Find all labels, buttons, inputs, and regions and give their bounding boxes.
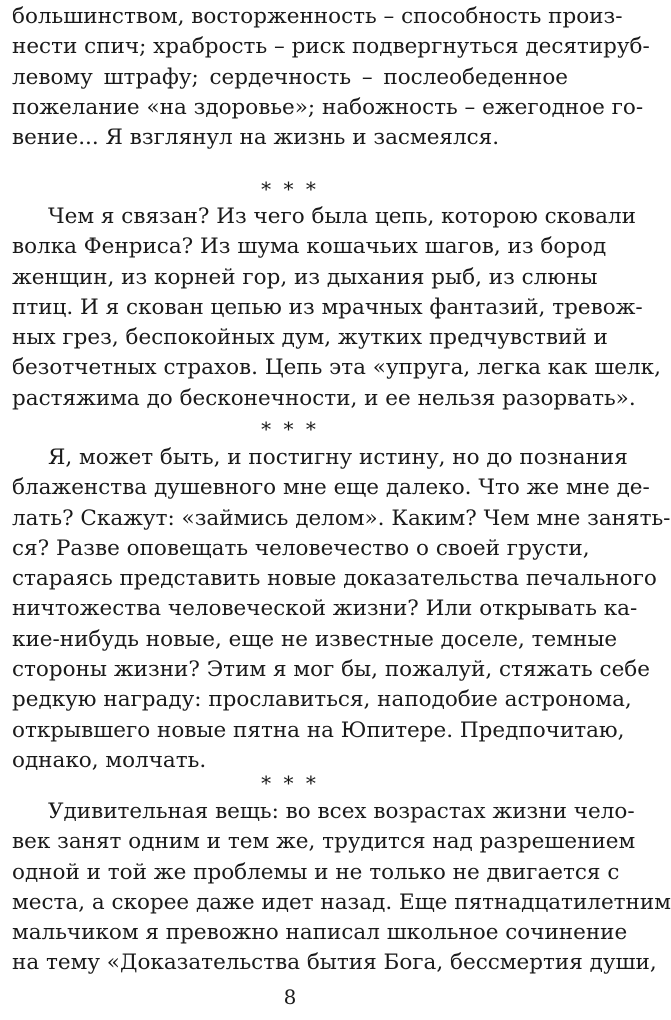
text-line: большинством, восторженность – способность произ- [12, 4, 623, 29]
text-line: открывшего новые пятна на Юпитере. Предпочитаю, [12, 717, 625, 743]
paragraph [12, 797, 671, 979]
text-line: вение... Я взглянул на жизнь и засмеялся. [12, 125, 500, 151]
text-line: женщин, из корней гор, из дыхания рыб, из слюны [12, 264, 598, 290]
section-divider: * * * [261, 177, 319, 201]
text-line: Я, может быть, и постигну истину, но до познания [48, 445, 628, 470]
text-line: одной и той же проблемы и не только не двигается с [12, 859, 620, 885]
paragraph-continuation [12, 2, 650, 153]
page-number: 8 [283, 985, 297, 1009]
text-line: стараясь представить новые доказательства печального [12, 566, 657, 592]
paragraph [12, 443, 671, 776]
section-divider: * * * [261, 771, 319, 795]
text-line: редкую награду: прославиться, наподобие астронома, [12, 687, 632, 713]
text-line: птиц. И я скован цепью из мрачных фантазий, тревож- [12, 294, 643, 320]
text-line: нести спич; храбрость – риск подвергнуться десятируб- [12, 34, 650, 60]
text-line: стороны жизни? Этим я мог бы, пожалуй, стяжать себе [12, 657, 650, 683]
text-line: блаженства душевного мне еще далеко. Что же мне де- [12, 475, 650, 501]
text-line: растяжима до бесконечности, и ее нельзя разорвать». [12, 385, 636, 411]
text-line: век занят одним и тем же, трудится над разрешением [12, 829, 636, 855]
text-line: Чем я связан? Из чего была цепь, которою сковали [48, 204, 636, 229]
paragraph [12, 202, 661, 414]
text-line: лать? Скажут: «займись делом». Каким? Чем мне занять- [12, 505, 671, 531]
text-line: ся? Разве оповещать человечество о своей грусти, [12, 535, 590, 561]
text-line: безотчетных страхов. Цепь эта «упруга, легка как шелк, [12, 355, 661, 381]
text-line: левому штрафу; сердечность – послеобеденное [12, 64, 568, 90]
text-line: ничтожества человеческой жизни? Или открывать ка- [12, 596, 638, 622]
text-line: мальчиком я превожно написал школьное сочинение [12, 920, 628, 946]
text-line: Удивительная вещь: во всех возрастах жизни чело- [48, 799, 635, 824]
text-line: на тему «Доказательства бытия Бога, бессмертия души, [12, 950, 657, 976]
text-line: кие-нибудь новые, еще не известные доселе, темные [12, 626, 618, 652]
text-line: ных грез, беспокойных дум, жутких предчувствий и [12, 325, 608, 351]
section-divider: * * * [261, 417, 319, 441]
text-line: волка Фенриса? Из шума кошачьих шагов, из бород [12, 234, 607, 260]
text-line: места, а скорее даже идет назад. Еще пятнадцатилетним [12, 889, 671, 915]
text-line: пожелание «на здоровье»; набожность – ежегодное го- [12, 94, 644, 120]
text-line: однако, молчать. [12, 747, 207, 773]
